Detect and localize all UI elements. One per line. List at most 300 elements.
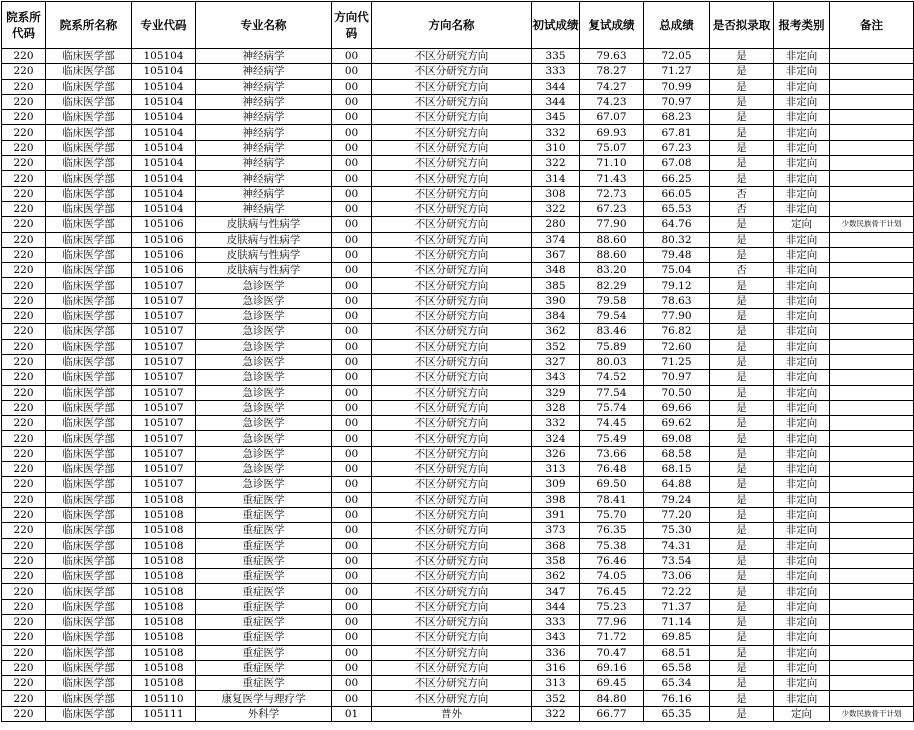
- retest-score-cell: 79.54: [580, 309, 644, 324]
- retest-score-cell: 75.38: [580, 538, 644, 553]
- major-code-cell: 105106: [132, 247, 196, 262]
- table-row: [2, 400, 914, 415]
- remarks-cell: [830, 523, 914, 538]
- remarks-cell: [830, 324, 914, 339]
- admission-status-cell: 是: [710, 293, 774, 308]
- dept-name-cell: 临床医学部: [46, 339, 132, 354]
- major-name-cell: 神经病学: [196, 186, 332, 201]
- direction-name-cell: 不区分研究方向: [372, 660, 532, 675]
- category-cell: 非定向: [774, 354, 830, 369]
- dept-name-cell: 临床医学部: [46, 507, 132, 522]
- prelim-score-cell: 333: [532, 64, 580, 79]
- category-cell: 非定向: [774, 201, 830, 216]
- direction-name-cell: 不区分研究方向: [372, 263, 532, 278]
- major-code-cell: 105111: [132, 706, 196, 721]
- table-row: [2, 462, 914, 477]
- prelim-score-cell: 384: [532, 309, 580, 324]
- remarks-cell: [830, 599, 914, 614]
- retest-score-cell: 76.46: [580, 553, 644, 568]
- direction-code-cell: 00: [332, 201, 372, 216]
- major-name-cell: 急诊医学: [196, 477, 332, 492]
- direction-code-cell: 01: [332, 706, 372, 721]
- prelim-score-cell: 309: [532, 477, 580, 492]
- dept-code-cell: 220: [2, 706, 46, 721]
- retest-score-cell: 74.27: [580, 79, 644, 94]
- table-row: [2, 676, 914, 691]
- remarks-cell: [830, 477, 914, 492]
- remarks-cell: [830, 660, 914, 675]
- prelim-score-cell: 332: [532, 416, 580, 431]
- major-code-cell: 105108: [132, 584, 196, 599]
- header-remarks: 备注: [830, 2, 914, 49]
- prelim-score-cell: 324: [532, 431, 580, 446]
- dept-code-cell: 220: [2, 553, 46, 568]
- major-code-cell: 105110: [132, 691, 196, 706]
- prelim-score-cell: 367: [532, 247, 580, 262]
- total-score-cell: 70.99: [644, 79, 710, 94]
- admission-status-cell: 是: [710, 569, 774, 584]
- category-cell: 非定向: [774, 446, 830, 461]
- direction-code-cell: 00: [332, 278, 372, 293]
- major-code-cell: 105104: [132, 49, 196, 64]
- major-name-cell: 皮肤病与性病学: [196, 232, 332, 247]
- dept-code-cell: 220: [2, 507, 46, 522]
- remarks-cell: [830, 339, 914, 354]
- direction-name-cell: 不区分研究方向: [372, 370, 532, 385]
- admission-status-cell: 是: [710, 462, 774, 477]
- table-row: [2, 660, 914, 675]
- dept-name-cell: 临床医学部: [46, 645, 132, 660]
- direction-code-cell: 00: [332, 630, 372, 645]
- direction-code-cell: 00: [332, 64, 372, 79]
- admission-status-cell: 是: [710, 385, 774, 400]
- category-cell: 非定向: [774, 584, 830, 599]
- prelim-score-cell: 333: [532, 614, 580, 629]
- direction-code-cell: 00: [332, 49, 372, 64]
- direction-name-cell: 不区分研究方向: [372, 507, 532, 522]
- prelim-score-cell: 385: [532, 278, 580, 293]
- retest-score-cell: 67.07: [580, 110, 644, 125]
- table-row: [2, 569, 914, 584]
- table-row: [2, 385, 914, 400]
- direction-code-cell: 00: [332, 462, 372, 477]
- header-application-category: 报考类别: [774, 2, 830, 49]
- major-name-cell: 神经病学: [196, 94, 332, 109]
- major-name-cell: 重症医学: [196, 660, 332, 675]
- category-cell: 非定向: [774, 247, 830, 262]
- major-code-cell: 105107: [132, 278, 196, 293]
- dept-code-cell: 220: [2, 110, 46, 125]
- direction-code-cell: 00: [332, 370, 372, 385]
- category-cell: 非定向: [774, 492, 830, 507]
- dept-code-cell: 220: [2, 492, 46, 507]
- dept-name-cell: 临床医学部: [46, 492, 132, 507]
- direction-name-cell: 不区分研究方向: [372, 462, 532, 477]
- remarks-cell: [830, 49, 914, 64]
- table-row: [2, 140, 914, 155]
- remarks-cell: [830, 186, 914, 201]
- major-code-cell: 105108: [132, 599, 196, 614]
- remarks-cell: [830, 492, 914, 507]
- category-cell: 非定向: [774, 309, 830, 324]
- category-cell: 非定向: [774, 507, 830, 522]
- remarks-cell: [830, 569, 914, 584]
- dept-code-cell: 220: [2, 630, 46, 645]
- dept-code-cell: 220: [2, 217, 46, 232]
- dept-name-cell: 临床医学部: [46, 217, 132, 232]
- dept-code-cell: 220: [2, 156, 46, 171]
- remarks-cell: [830, 462, 914, 477]
- admission-table: [1, 1, 914, 722]
- direction-code-cell: 00: [332, 110, 372, 125]
- admission-status-cell: 是: [710, 171, 774, 186]
- total-score-cell: 77.20: [644, 507, 710, 522]
- dept-code-cell: 220: [2, 140, 46, 155]
- direction-code-cell: 00: [332, 538, 372, 553]
- admission-status-cell: 是: [710, 523, 774, 538]
- category-cell: 非定向: [774, 477, 830, 492]
- table-row: [2, 614, 914, 629]
- admission-status-cell: 是: [710, 660, 774, 675]
- retest-score-cell: 84.80: [580, 691, 644, 706]
- table-row: [2, 538, 914, 553]
- category-cell: 非定向: [774, 431, 830, 446]
- admission-status-cell: 是: [710, 630, 774, 645]
- remarks-cell: [830, 64, 914, 79]
- retest-score-cell: 75.70: [580, 507, 644, 522]
- dept-name-cell: 临床医学部: [46, 354, 132, 369]
- category-cell: 非定向: [774, 599, 830, 614]
- direction-code-cell: 00: [332, 599, 372, 614]
- direction-name-cell: 不区分研究方向: [372, 676, 532, 691]
- remarks-cell: [830, 232, 914, 247]
- header-total-score: 总成绩: [644, 2, 710, 49]
- remarks-cell: [830, 416, 914, 431]
- total-score-cell: 66.05: [644, 186, 710, 201]
- remarks-cell: [830, 354, 914, 369]
- remarks-cell: [830, 446, 914, 461]
- major-name-cell: 重症医学: [196, 507, 332, 522]
- table-row: [2, 49, 914, 64]
- remarks-cell: [830, 201, 914, 216]
- dept-name-cell: 临床医学部: [46, 49, 132, 64]
- category-cell: 非定向: [774, 676, 830, 691]
- category-cell: 非定向: [774, 125, 830, 140]
- admission-status-cell: 是: [710, 691, 774, 706]
- dept-name-cell: 临床医学部: [46, 232, 132, 247]
- major-code-cell: 105106: [132, 232, 196, 247]
- dept-code-cell: 220: [2, 263, 46, 278]
- direction-code-cell: 00: [332, 309, 372, 324]
- dept-code-cell: 220: [2, 370, 46, 385]
- admission-status-cell: 是: [710, 645, 774, 660]
- dept-code-cell: 220: [2, 676, 46, 691]
- remarks-cell: [830, 94, 914, 109]
- major-code-cell: 105107: [132, 293, 196, 308]
- direction-name-cell: 不区分研究方向: [372, 186, 532, 201]
- prelim-score-cell: 310: [532, 140, 580, 155]
- admission-status-cell: 是: [710, 706, 774, 721]
- total-score-cell: 64.88: [644, 477, 710, 492]
- category-cell: 非定向: [774, 370, 830, 385]
- remarks-cell: [830, 370, 914, 385]
- prelim-score-cell: 352: [532, 339, 580, 354]
- remarks-cell: [830, 584, 914, 599]
- dept-name-cell: 临床医学部: [46, 278, 132, 293]
- retest-score-cell: 75.23: [580, 599, 644, 614]
- dept-name-cell: 临床医学部: [46, 171, 132, 186]
- total-score-cell: 71.14: [644, 614, 710, 629]
- dept-name-cell: 临床医学部: [46, 553, 132, 568]
- category-cell: 非定向: [774, 630, 830, 645]
- retest-score-cell: 66.77: [580, 706, 644, 721]
- direction-name-cell: 不区分研究方向: [372, 614, 532, 629]
- major-code-cell: 105107: [132, 416, 196, 431]
- category-cell: 非定向: [774, 569, 830, 584]
- major-name-cell: 重症医学: [196, 630, 332, 645]
- table-row: [2, 477, 914, 492]
- prelim-score-cell: 373: [532, 523, 580, 538]
- dept-code-cell: 220: [2, 232, 46, 247]
- table-row: [2, 446, 914, 461]
- direction-code-cell: 00: [332, 232, 372, 247]
- admission-status-cell: 是: [710, 309, 774, 324]
- total-score-cell: 72.22: [644, 584, 710, 599]
- total-score-cell: 65.35: [644, 706, 710, 721]
- major-name-cell: 神经病学: [196, 201, 332, 216]
- retest-score-cell: 69.16: [580, 660, 644, 675]
- total-score-cell: 67.81: [644, 125, 710, 140]
- prelim-score-cell: 329: [532, 385, 580, 400]
- major-name-cell: 神经病学: [196, 64, 332, 79]
- category-cell: 非定向: [774, 79, 830, 94]
- admission-status-cell: 否: [710, 201, 774, 216]
- major-code-cell: 105108: [132, 538, 196, 553]
- dept-code-cell: 220: [2, 569, 46, 584]
- total-score-cell: 67.23: [644, 140, 710, 155]
- total-score-cell: 79.24: [644, 492, 710, 507]
- remarks-cell: [830, 171, 914, 186]
- major-code-cell: 105104: [132, 64, 196, 79]
- dept-name-cell: 临床医学部: [46, 156, 132, 171]
- admission-status-cell: 否: [710, 186, 774, 201]
- direction-name-cell: 不区分研究方向: [372, 247, 532, 262]
- table-row: [2, 156, 914, 171]
- category-cell: 非定向: [774, 645, 830, 660]
- prelim-score-cell: 336: [532, 645, 580, 660]
- retest-score-cell: 82.29: [580, 278, 644, 293]
- table-row: [2, 492, 914, 507]
- dept-name-cell: 临床医学部: [46, 370, 132, 385]
- direction-name-cell: 不区分研究方向: [372, 599, 532, 614]
- direction-name-cell: 不区分研究方向: [372, 416, 532, 431]
- major-name-cell: 急诊医学: [196, 431, 332, 446]
- category-cell: 非定向: [774, 400, 830, 415]
- direction-name-cell: 不区分研究方向: [372, 339, 532, 354]
- prelim-score-cell: 316: [532, 660, 580, 675]
- retest-score-cell: 69.45: [580, 676, 644, 691]
- dept-code-cell: 220: [2, 201, 46, 216]
- retest-score-cell: 76.45: [580, 584, 644, 599]
- dept-name-cell: 临床医学部: [46, 584, 132, 599]
- prelim-score-cell: 335: [532, 49, 580, 64]
- table-row: [2, 553, 914, 568]
- table-body: [2, 49, 914, 722]
- category-cell: 非定向: [774, 171, 830, 186]
- total-score-cell: 79.12: [644, 278, 710, 293]
- admission-status-cell: 是: [710, 676, 774, 691]
- category-cell: 非定向: [774, 553, 830, 568]
- major-code-cell: 105104: [132, 140, 196, 155]
- major-name-cell: 神经病学: [196, 171, 332, 186]
- admission-status-cell: 是: [710, 49, 774, 64]
- remarks-cell: [830, 140, 914, 155]
- total-score-cell: 69.62: [644, 416, 710, 431]
- category-cell: 非定向: [774, 278, 830, 293]
- direction-code-cell: 00: [332, 492, 372, 507]
- remarks-cell: [830, 507, 914, 522]
- prelim-score-cell: 314: [532, 171, 580, 186]
- retest-score-cell: 88.60: [580, 232, 644, 247]
- admission-status-cell: 是: [710, 553, 774, 568]
- direction-code-cell: 00: [332, 217, 372, 232]
- table-row: [2, 217, 914, 232]
- remarks-cell: [830, 110, 914, 125]
- retest-score-cell: 71.43: [580, 171, 644, 186]
- table-row: [2, 79, 914, 94]
- major-code-cell: 105107: [132, 431, 196, 446]
- admission-status-cell: 是: [710, 324, 774, 339]
- direction-name-cell: 不区分研究方向: [372, 125, 532, 140]
- dept-code-cell: 220: [2, 278, 46, 293]
- dept-code-cell: 220: [2, 691, 46, 706]
- retest-score-cell: 88.60: [580, 247, 644, 262]
- dept-code-cell: 220: [2, 293, 46, 308]
- header-retest-score: 复试成绩: [580, 2, 644, 49]
- prelim-score-cell: 344: [532, 79, 580, 94]
- direction-code-cell: 00: [332, 186, 372, 201]
- major-name-cell: 重症医学: [196, 599, 332, 614]
- direction-code-cell: 00: [332, 477, 372, 492]
- total-score-cell: 68.23: [644, 110, 710, 125]
- category-cell: 非定向: [774, 293, 830, 308]
- dept-code-cell: 220: [2, 400, 46, 415]
- dept-code-cell: 220: [2, 64, 46, 79]
- dept-name-cell: 临床医学部: [46, 94, 132, 109]
- dept-name-cell: 临床医学部: [46, 140, 132, 155]
- table-row: [2, 354, 914, 369]
- dept-name-cell: 临床医学部: [46, 201, 132, 216]
- remarks-cell: [830, 125, 914, 140]
- direction-name-cell: 不区分研究方向: [372, 94, 532, 109]
- direction-name-cell: 不区分研究方向: [372, 293, 532, 308]
- retest-score-cell: 75.07: [580, 140, 644, 155]
- major-name-cell: 神经病学: [196, 125, 332, 140]
- prelim-score-cell: 313: [532, 462, 580, 477]
- retest-score-cell: 72.73: [580, 186, 644, 201]
- admission-status-cell: 是: [710, 339, 774, 354]
- major-name-cell: 急诊医学: [196, 339, 332, 354]
- table-row: [2, 523, 914, 538]
- remarks-cell: [830, 538, 914, 553]
- direction-name-cell: 不区分研究方向: [372, 49, 532, 64]
- retest-score-cell: 71.10: [580, 156, 644, 171]
- major-name-cell: 急诊医学: [196, 385, 332, 400]
- total-score-cell: 66.25: [644, 171, 710, 186]
- dept-code-cell: 220: [2, 385, 46, 400]
- direction-code-cell: 00: [332, 523, 372, 538]
- table-row: [2, 599, 914, 614]
- table-row: [2, 507, 914, 522]
- category-cell: 非定向: [774, 140, 830, 155]
- table-row: [2, 201, 914, 216]
- direction-name-cell: 不区分研究方向: [372, 645, 532, 660]
- major-name-cell: 急诊医学: [196, 324, 332, 339]
- admission-status-cell: 是: [710, 232, 774, 247]
- major-name-cell: 外科学: [196, 706, 332, 721]
- dept-code-cell: 220: [2, 79, 46, 94]
- category-cell: 非定向: [774, 660, 830, 675]
- major-code-cell: 105104: [132, 110, 196, 125]
- retest-score-cell: 67.23: [580, 201, 644, 216]
- major-code-cell: 105104: [132, 94, 196, 109]
- total-score-cell: 71.25: [644, 354, 710, 369]
- direction-code-cell: 00: [332, 125, 372, 140]
- retest-score-cell: 83.20: [580, 263, 644, 278]
- direction-code-cell: 00: [332, 293, 372, 308]
- major-name-cell: 重症医学: [196, 538, 332, 553]
- admission-status-cell: 是: [710, 125, 774, 140]
- category-cell: 非定向: [774, 614, 830, 629]
- major-name-cell: 皮肤病与性病学: [196, 247, 332, 262]
- major-name-cell: 重症医学: [196, 553, 332, 568]
- direction-name-cell: 不区分研究方向: [372, 446, 532, 461]
- dept-code-cell: 220: [2, 94, 46, 109]
- total-score-cell: 71.37: [644, 599, 710, 614]
- remarks-cell: [830, 645, 914, 660]
- major-name-cell: 急诊医学: [196, 354, 332, 369]
- dept-code-cell: 220: [2, 125, 46, 140]
- admission-status-cell: 是: [710, 431, 774, 446]
- dept-name-cell: 临床医学部: [46, 569, 132, 584]
- dept-code-cell: 220: [2, 538, 46, 553]
- remarks-cell: [830, 385, 914, 400]
- prelim-score-cell: 343: [532, 630, 580, 645]
- major-name-cell: 急诊医学: [196, 293, 332, 308]
- retest-score-cell: 69.50: [580, 477, 644, 492]
- remarks-cell: [830, 156, 914, 171]
- total-score-cell: 75.04: [644, 263, 710, 278]
- major-code-cell: 105106: [132, 217, 196, 232]
- prelim-score-cell: 322: [532, 156, 580, 171]
- admission-status-cell: 是: [710, 492, 774, 507]
- dept-name-cell: 临床医学部: [46, 324, 132, 339]
- major-code-cell: 105104: [132, 125, 196, 140]
- prelim-score-cell: 348: [532, 263, 580, 278]
- dept-name-cell: 临床医学部: [46, 385, 132, 400]
- direction-code-cell: 00: [332, 584, 372, 599]
- dept-name-cell: 临床医学部: [46, 462, 132, 477]
- major-code-cell: 105107: [132, 354, 196, 369]
- retest-score-cell: 74.52: [580, 370, 644, 385]
- major-code-cell: 105104: [132, 156, 196, 171]
- total-score-cell: 65.53: [644, 201, 710, 216]
- table-row: [2, 584, 914, 599]
- direction-code-cell: 00: [332, 247, 372, 262]
- remarks-cell: [830, 431, 914, 446]
- major-name-cell: 急诊医学: [196, 416, 332, 431]
- direction-name-cell: 不区分研究方向: [372, 569, 532, 584]
